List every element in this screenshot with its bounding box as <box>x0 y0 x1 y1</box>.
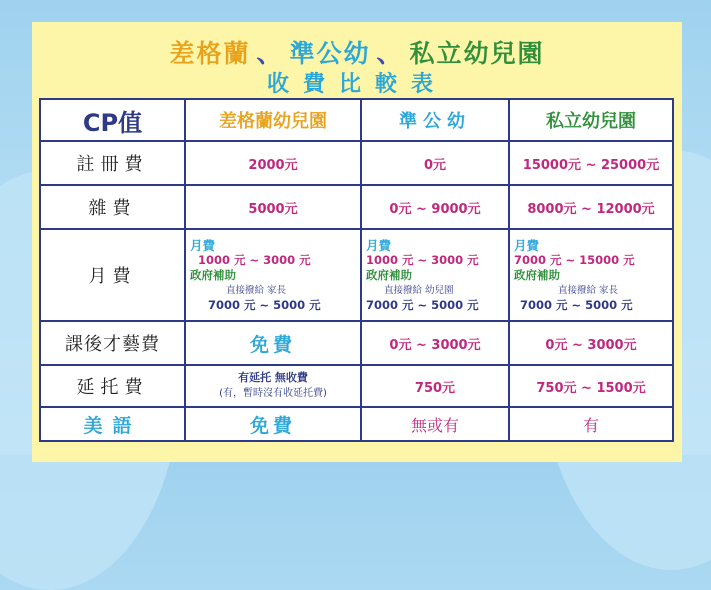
table-row <box>40 141 673 185</box>
english-private: 有 <box>509 407 673 441</box>
extended-daisy-line1: 有延托 無收費 <box>238 371 308 384</box>
extended-daisy <box>185 365 361 407</box>
registration-daisy: 2000元 <box>185 141 361 185</box>
subsidy-label: 政府補助 <box>514 267 560 282</box>
subsidy-note: 直接撥給 家長 <box>558 284 619 296</box>
table-row <box>40 185 673 229</box>
table-row <box>40 321 673 365</box>
row-label-misc: 雜費 <box>40 185 185 229</box>
subsidy-note: 直接撥給 幼兒園 <box>384 284 454 296</box>
row-label-afterschool: 課後才藝費 <box>40 321 185 365</box>
monthly-quasi <box>361 229 509 321</box>
extended-daisy-line2: (有，暫時沒有收延托費) <box>219 388 327 399</box>
afterschool-quasi: 0元 ~ 3000元 <box>361 321 509 365</box>
table-row <box>40 229 673 321</box>
header-daisy: 差格蘭幼兒園 <box>185 99 361 141</box>
title-quasi-public: 準公幼 <box>289 39 371 68</box>
monthly-private <box>509 229 673 321</box>
extended-quasi: 750元 <box>361 365 509 407</box>
table-row <box>40 407 673 441</box>
registration-quasi: 0元 <box>361 141 509 185</box>
monthly-title: 月費 <box>190 237 216 253</box>
monthly-range: 1000 元 ~ 3000 元 <box>366 252 479 267</box>
afterschool-private: 0元 ~ 3000元 <box>509 321 673 365</box>
page-subtitle: 收費比較表 <box>266 72 447 97</box>
registration-private: 15000元 ~ 25000元 <box>509 141 673 185</box>
title-separator: 、 <box>376 39 404 68</box>
row-label-registration: 註冊費 <box>40 141 185 185</box>
page-title <box>32 34 682 70</box>
header-cp: CP值 <box>40 99 185 141</box>
header-quasi-public: 準公幼 <box>361 99 509 141</box>
row-label-extended-care: 延托費 <box>40 365 185 407</box>
subsidy-label: 政府補助 <box>366 267 412 282</box>
extended-private: 750元 ~ 1500元 <box>509 365 673 407</box>
misc-daisy: 5000元 <box>185 185 361 229</box>
comparison-panel <box>32 22 682 462</box>
row-label-monthly: 月費 <box>40 229 185 321</box>
afterschool-daisy: 免費 <box>185 321 361 365</box>
subsidy-label: 政府補助 <box>190 267 236 282</box>
title-separator: 、 <box>256 39 284 68</box>
monthly-daisy <box>185 229 361 321</box>
fee-comparison-table <box>39 98 674 442</box>
subsidy-range: 7000 元 ~ 5000 元 <box>366 297 479 312</box>
row-label-english: 美語 <box>40 407 185 441</box>
table-header-row <box>40 99 673 141</box>
monthly-range: 1000 元 ~ 3000 元 <box>198 252 311 267</box>
monthly-title: 月費 <box>366 237 392 253</box>
header-private: 私立幼兒園 <box>509 99 673 141</box>
subsidy-range: 7000 元 ~ 5000 元 <box>208 297 321 312</box>
title-daisy: 差格蘭 <box>169 39 251 68</box>
subsidy-range: 7000 元 ~ 5000 元 <box>520 297 633 312</box>
title-private: 私立幼兒園 <box>409 39 545 68</box>
english-quasi: 無或有 <box>361 407 509 441</box>
subsidy-note: 直接撥給 家長 <box>226 284 287 296</box>
misc-quasi: 0元 ~ 9000元 <box>361 185 509 229</box>
english-daisy: 免費 <box>185 407 361 441</box>
table-row <box>40 365 673 407</box>
misc-private: 8000元 ~ 12000元 <box>509 185 673 229</box>
monthly-range: 7000 元 ~ 15000 元 <box>514 252 635 267</box>
monthly-title: 月費 <box>514 237 540 253</box>
